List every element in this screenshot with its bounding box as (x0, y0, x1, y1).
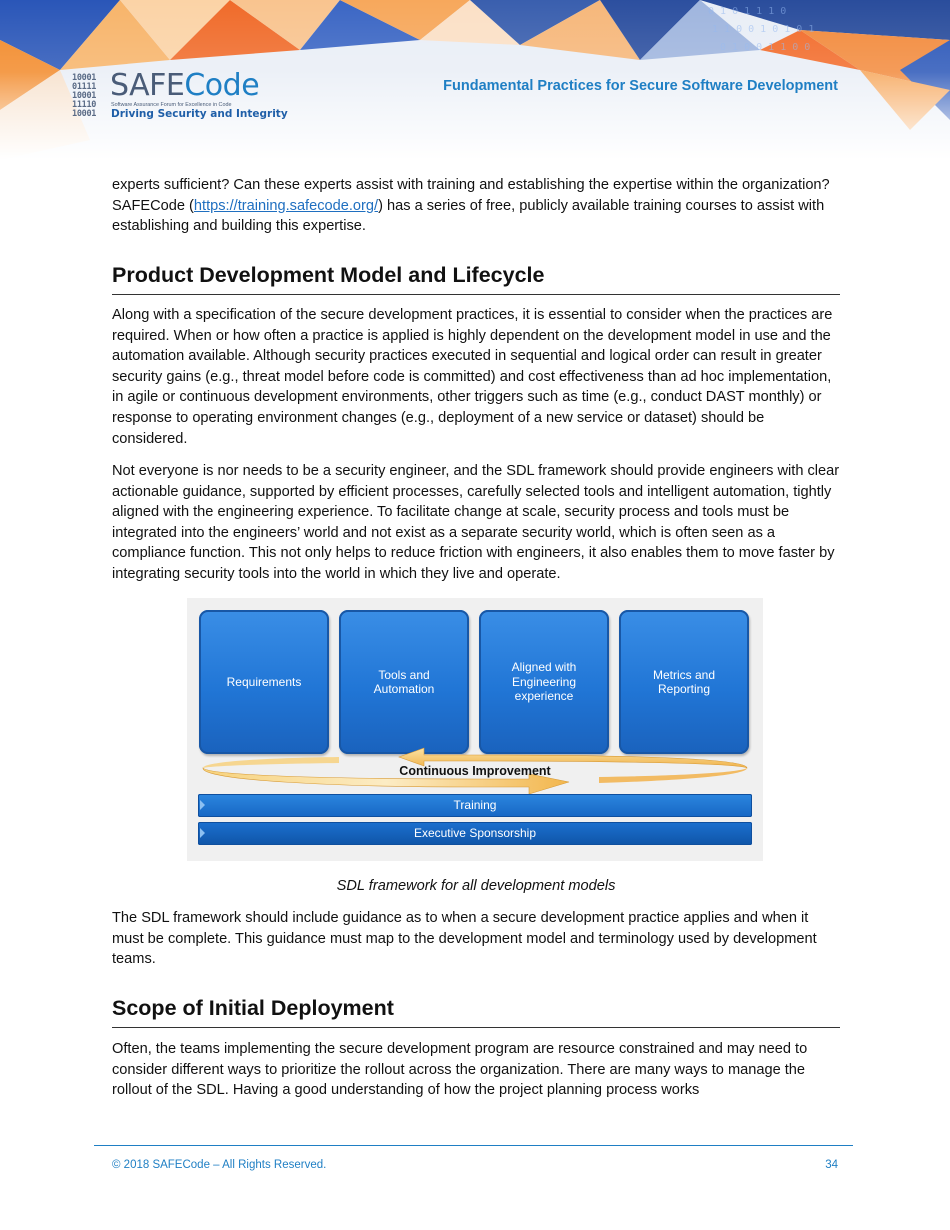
training-label: Training (453, 798, 497, 812)
logo-tagline: Driving Security and Integrity (111, 108, 288, 120)
intro-paragraph (112, 175, 840, 237)
logo-bits-row: 10001 (72, 73, 97, 83)
footer-copyright: © 2018 SAFECode – All Rights Reserved. (112, 1159, 327, 1171)
pillar-aligned-engineering: Aligned with Engineering experience (479, 610, 609, 754)
scope-paragraph-1: Often, the teams implementing the secure development program are resource constrained and may need to consider different ways to prioritize the rollout across the organization. There are many ways to manage the rollout of the SDL. Having a good understanding of how the project planning process works (112, 1041, 808, 1099)
continuous-improvement-cycle (199, 746, 751, 798)
executive-sponsorship-bar (198, 822, 752, 845)
logo-bits-row: 01111 (72, 82, 97, 92)
lifecycle-paragraph-2: Not everyone is nor needs to be a security engineer, and the SDL framework should provide engineers with clear actionable guidance, supported by efficient processes, carefully selected tools and intelligent automation, tightly aligned with the engineering experience. To facilitate change at scale, security process and tools must be integrated into the engineers’ world and not exist as a separate security world, which is often seen as a compliance function. This not only helps to reduce friction with engineers, it also enables them to move faster by integrating security tools into the world in which they live and operate. (112, 463, 840, 582)
training-link[interactable]: https://training.safecode.org/ (193, 197, 379, 214)
logo-wordmark (110, 70, 259, 102)
lifecycle-paragraph-1: Along with a specification of the secure development practices, it is essential to consider when the practices are required. When or how often a practice is applied is highly dependent on the development model in use and the automation available. Although security practices executed in sequential and logical order can result in greater security gains (e.g., threat model before code is committed) and cost effectiveness than ad hoc implementation, in agile or continuous development environments, other triggers such as time (e.g., conduct DAST monthly) or response to operating environment changes (e.g., deployment of a new service or dataset) should be considered. (112, 307, 833, 447)
lifecycle-paragraph-3: The SDL framework should include guidance as to when a secure development practice applies and when it must be complete. This guidance must map to the development model and terminology used by development teams. (112, 910, 817, 968)
section-heading-lifecycle: Product Development Model and Lifecycle (112, 262, 840, 295)
footer-divider (94, 1145, 853, 1146)
pillar-requirements: Requirements (199, 610, 329, 754)
sdl-framework-figure (187, 598, 763, 861)
intro-text-end: ) has a series of free, publicly available training courses to assist with establishing and building this expertise. (112, 197, 825, 235)
pillar-metrics-reporting: Metrics and Reporting (619, 610, 749, 754)
bar-chevron-icon (200, 828, 205, 838)
section-heading-scope: Scope of Initial Deployment (112, 995, 840, 1028)
header-banner (0, 0, 950, 160)
pillar-tools-automation: Tools and Automation (339, 610, 469, 754)
intro-text-start: experts sufficient? Can these experts assist with training and establishing the expertise within the organization? SAFECode ( (112, 177, 830, 214)
page-number: 34 (825, 1159, 838, 1171)
safecode-logo[interactable] (72, 68, 288, 122)
logo-wordmark-safe: SAFE (110, 68, 185, 103)
continuous-improvement-label: Continuous Improvement (399, 764, 551, 778)
document-title: Fundamental Practices for Secure Software Development (443, 78, 838, 94)
logo-bits-row: 11110 (72, 100, 97, 110)
training-bar (198, 794, 752, 817)
logo-bits-row: 10001 (72, 109, 97, 119)
logo-wordmark-code: Code (184, 68, 260, 103)
executive-sponsorship-label: Executive Sponsorship (413, 826, 537, 840)
logo-bits-row: 10001 (72, 91, 97, 101)
bar-chevron-icon (200, 800, 205, 810)
logo-subtitle: Software Assurance Forum for Excellence in Code (111, 102, 232, 108)
logo-binary-mark (72, 74, 106, 119)
figure-caption: SDL framework for all development models (336, 878, 616, 894)
